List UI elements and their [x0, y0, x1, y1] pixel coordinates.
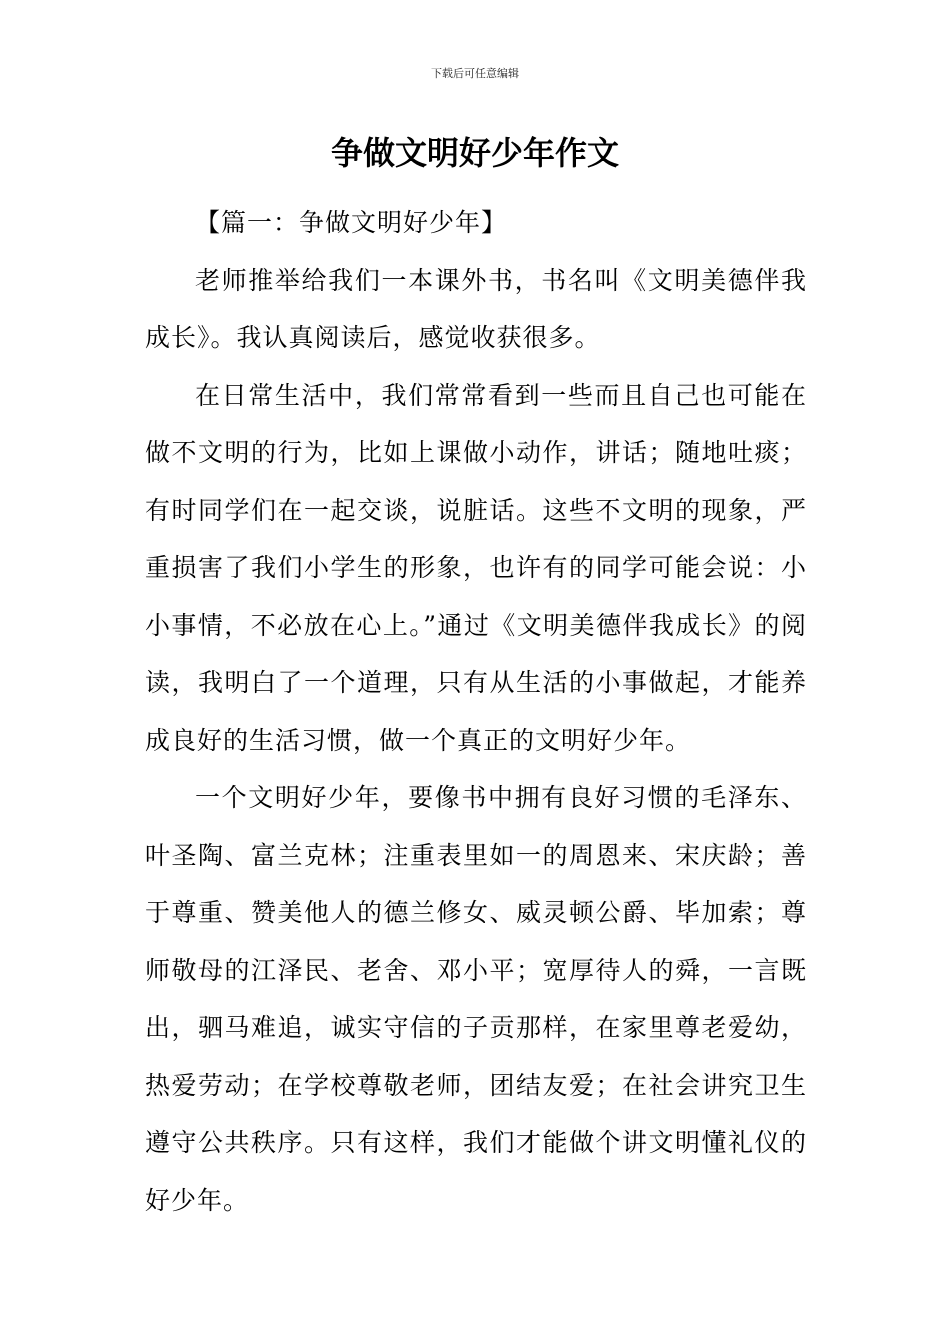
page-header-note: 下载后可任意编辑 — [431, 67, 519, 80]
paragraph-1: 老师推举给我们一本课外书，书名叫《文明美德伴我成长》。我认真阅读后，感觉收获很多。 — [145, 265, 807, 352]
document-body — [145, 194, 807, 1229]
paragraph-2: 在日常生活中，我们常常看到一些而且自己也可能在做不文明的行为，比如上课做小动作，讲话；随地吐痰；有时同学们在一起交谈，说脏话。这些不文明的现象，严重损害了我们小学生的形象，也许有的同学可能会说：小小事情，不必放在心上。”通过《文明美德伴我成长》的阅读，我明白了一个道理，只有从生活的小事做起，才能养成良好的生活习惯，做一个真正的文明好少年。 — [145, 380, 807, 755]
section-heading: 【篇一：争做文明好少年】 — [195, 208, 508, 237]
paragraph-3: 一个文明好少年，要像书中拥有良好习惯的毛泽东、叶圣陶、富兰克林；注重表里如一的周恩来、宋庆龄；善于尊重、赞美他人的德兰修女、威灵顿公爵、毕加索；尊师敬母的江泽民、老舍、邓小平；宽厚待人的舜，一言既出，驷马难追，诚实守信的子贡那样，在家里尊老爱幼，热爱劳动；在学校尊敬老师，团结友爱；在社会讲究卫生遵守公共秩序。只有这样，我们才能做个讲文明懂礼仪的好少年。 — [145, 783, 807, 1215]
document-title: 争做文明好少年作文 — [330, 134, 619, 172]
